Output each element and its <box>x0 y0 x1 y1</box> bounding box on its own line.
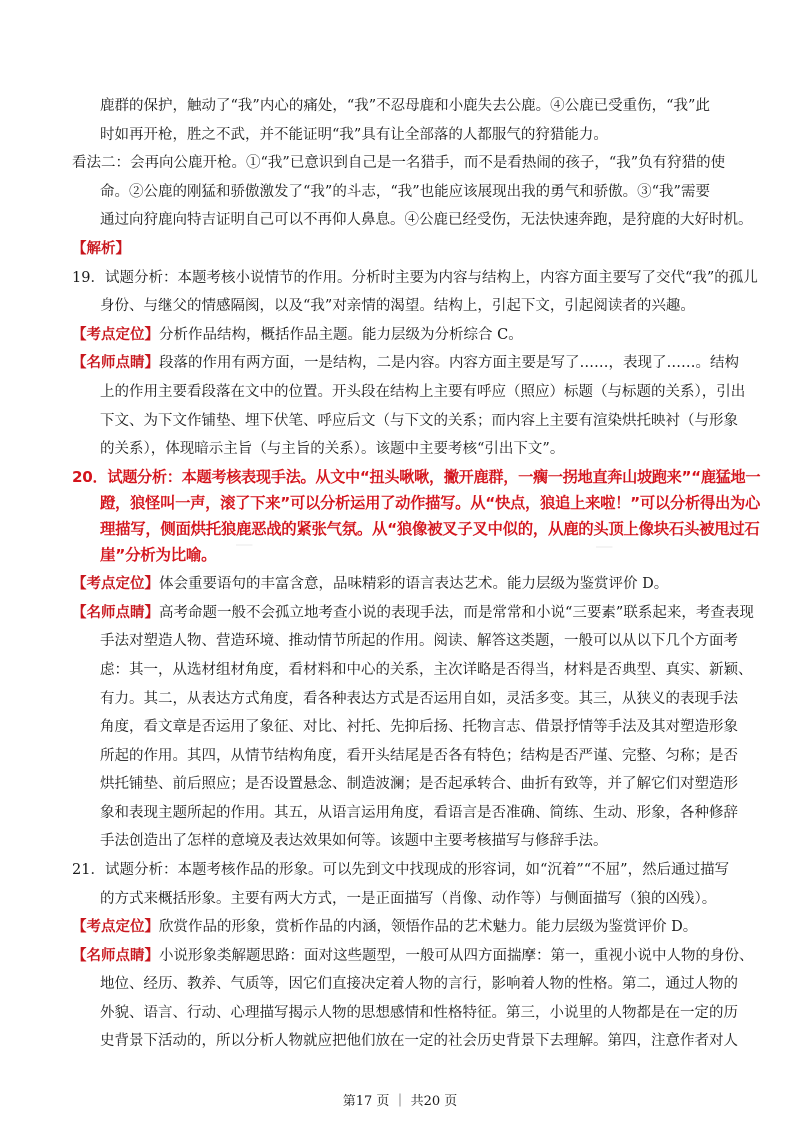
text-line <box>72 153 725 173</box>
q20-tip: 手法对塑造人物、营造环境、推动情节所起的作用。阅读、解答这类题，一般可以从以下几个方面考 <box>100 633 738 649</box>
text-line: 时如再开枪，胜之不武，并不能证明“我”具有让全部落的人都服气的狩猎能力。 <box>100 127 608 143</box>
analysis-heading: 【解析】 <box>72 240 130 257</box>
q19-tip: 下文、为下文作铺垫、埋下伏笔、呼应后文（与下文的关系；而内容上主要有渲染烘托映衬（与形象 <box>100 413 738 429</box>
point-tag: 【考点定位】 <box>72 326 159 343</box>
q20-handwritten-answer: 崖”分析为比喻。 <box>100 546 217 564</box>
q21-point <box>72 917 697 937</box>
q21-tip <box>72 946 754 966</box>
text-line: 通过向狩鹿向特吉证明自己可以不再仰人鼻息。④公鹿已经受伤，无法快速奔跑，是狩鹿的大好时机。 <box>100 212 753 228</box>
point-tag: 【考点定位】 <box>72 575 159 592</box>
point-tag: 【考点定位】 <box>72 918 159 935</box>
q21-tip: 外貌、语言、行动、心理描写揭示人物的思想感情和性格特征。第三，小说里的人物都是在一定的历 <box>100 1005 738 1021</box>
q20-handwritten-answer: 20．试题分析：本题考核表现手法。从文中“扭头啾啾，撇开鹿群，一瘸一拐地直奔山坡跑来”“鹿猛地一 <box>72 468 761 486</box>
view-two-text: 会再向公鹿开枪。①“我”已意识到自己是一名猎手，而不是看热闹的孩子，“我”负有狩猎的使 <box>130 155 726 171</box>
q20-tip: 烘托铺垫、前后照应；是否设置悬念、制造波澜；是否起承转合、曲折有致等，并了解它们对塑造形 <box>100 776 738 792</box>
q20-tip: 角度，看文章是否运用了象征、对比、衬托、先抑后扬、托物言志、借景抒情等手法及其对塑造形象 <box>100 719 738 735</box>
tip-text: 小说形象类解题思路：面对这些题型，一般可从四方面揣摩：第一，重视小说中人物的身份、 <box>159 948 754 964</box>
q21-tip: 史背景下活动的，所以分析人物就应把他们放在一定的社会历史背景下去理解。第四，注意作者对人 <box>100 1033 738 1049</box>
q19-tip: 的关系），体现暗示主旨（与主旨的关系）。该题中主要考核“引出下文”。 <box>100 441 565 457</box>
view-two-label: 看法二： <box>72 155 130 171</box>
watermark-1: ⎯⎯⎯ <box>236 538 253 551</box>
text-line: 鹿群的保护，触动了“我”内心的痛处，“我”不忍母鹿和小鹿失去公鹿。④公鹿已受重伤，“我”此 <box>100 98 710 114</box>
tip-text: 高考命题一般不会孤立地考查小说的表现手法，而是常常和小说“三要素”联系起来，考查表现 <box>159 605 754 621</box>
q20-tip: 象和表现主题所起的作用。其五，从语言运用角度，看语言是否准确、简练、生动、形象，各种修辞 <box>100 805 738 821</box>
q19-analysis: 19．试题分析：本题考核小说情节的作用。分析时主要为内容与结构上，内容方面主要写了交代“我”的孤儿 <box>72 270 758 286</box>
point-text: 欣赏作品的形象，赏析作品的内涵，领悟作品的艺术魅力。能力层级为鉴赏评价 D。 <box>159 919 698 935</box>
q19-analysis: 身份、与继父的情感隔阂，以及“我”对亲情的渴望。结构上，引起下文，引起阅读者的兴趣。 <box>100 298 695 314</box>
q19-tip: 上的作用主要看段落在文中的位置。开头段在结构上主要有呼应（照应）标题（与标题的关系），引出 <box>100 384 746 400</box>
q21-analysis: 的方式来概括形象。主要有两大方式，一是正面描写（肖像、动作等）与侧面描写（狼的凶残）。 <box>100 891 717 907</box>
tip-text: 段落的作用有两方面，一是结构，二是内容。内容方面主要是写了……，表现了……。结构 <box>159 355 739 371</box>
q20-tip: 所起的作用。其四，从情节结构角度，看开头结尾是否各有特色；结构是否严谨、完整、匀称；是否 <box>100 748 738 764</box>
q20-handwritten-answer: 理描写，侧面烘托狼鹿恶战的紧张气氛。从“狼像被叉子叉中似的，从鹿的头顶上像块石头被甩过石 <box>100 520 760 538</box>
tip-tag: 【名师点睛】 <box>72 947 159 964</box>
q19-tip <box>72 353 739 373</box>
q21-analysis: 21．试题分析：本题考核作品的形象。可以先到文中找现成的形容词，如“沉着”“不屈”，然后通过描写 <box>72 862 730 878</box>
q19-point <box>72 325 523 345</box>
q20-tip: 虑：其一，从选材组材角度，看材料和中心的关系，主次详略是否得当，材料是否典型、真实、新颖、 <box>100 662 753 678</box>
q20-tip <box>72 603 754 623</box>
tip-tag: 【名师点睛】 <box>72 604 159 621</box>
q21-tip: 地位、经历、教养、气质等，因它们直接决定着人物的言行，影响着人物的性格。第二，通过人物的 <box>100 976 738 992</box>
q20-tip: 手法创造出了怎样的意境及表达效果如何等。该题中主要考核描写与修辞手法。 <box>100 833 608 849</box>
point-text: 分析作品结构，概括作品主题。能力层级为分析综合 C。 <box>159 327 523 343</box>
page-footer: 第17 页 ｜ 共20 页 <box>342 1094 458 1109</box>
q20-handwritten-answer: 蹬，狼怪叫一声，滚了下来”可以分析运用了动作描写。从“快点，狼追上来啦！”可以分析得出为心 <box>100 494 761 512</box>
point-text: 体会重要语句的丰富含意，品味精彩的语言表达艺术。能力层级为鉴赏评价 D。 <box>159 576 669 592</box>
tip-tag: 【名师点睛】 <box>72 354 159 371</box>
watermark-2: ⎯⎯⎯ <box>596 540 613 553</box>
text-line: 命。②公鹿的刚猛和骄傲激发了“我”的斗志，“我”也能应该展现出我的勇气和骄傲。③“我”需要 <box>100 184 710 200</box>
q20-tip: 有力。其二，从表达方式角度，看各种表达方式是否运用自如，灵活多变。其三，从狭义的表现手法 <box>100 691 738 707</box>
q20-point <box>72 574 668 594</box>
